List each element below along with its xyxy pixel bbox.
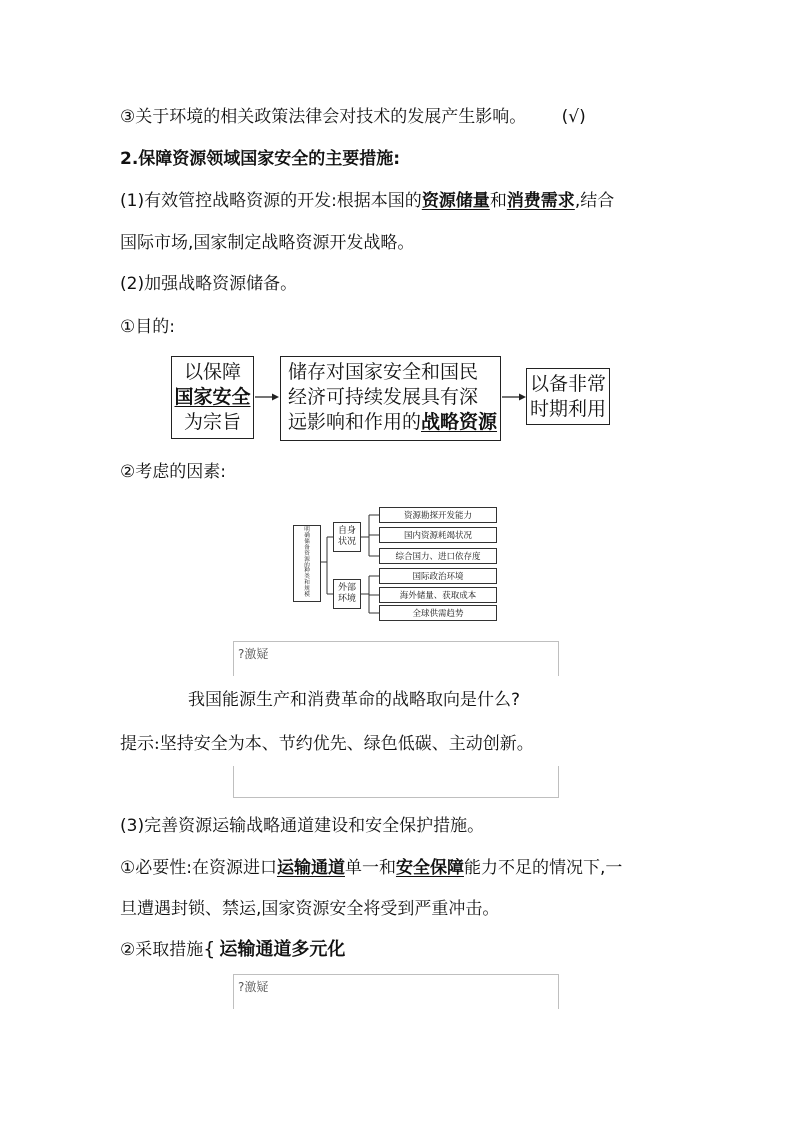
tree-node-external-l1: 外部 bbox=[337, 582, 356, 593]
necessity-line bbox=[120, 857, 622, 879]
tree-root-text bbox=[304, 528, 310, 599]
flow-box3-line1: 以备非常 bbox=[529, 373, 606, 395]
tree-root-char: 明 bbox=[304, 527, 310, 534]
tree-root-char: 确 bbox=[304, 532, 310, 539]
inquiry-hint: 提示:坚持安全为本、节约优先、绿色低碳、主动创新。 bbox=[120, 734, 534, 754]
flow-box2-line3-pre: 远影响和作用的 bbox=[288, 411, 422, 433]
section-heading: 2.保障资源领域国家安全的主要措施: bbox=[120, 149, 401, 169]
inquiry-label: ?激疑 bbox=[238, 647, 269, 661]
tree-node-external bbox=[333, 579, 361, 609]
p1-pre: (1)有效管控战略资源的开发:根据本国的 bbox=[120, 191, 422, 211]
necessity-post: 能力不足的情况下,一 bbox=[463, 858, 623, 878]
paragraph-1-cont: 国际市场,国家制定战略资源开发战略。 bbox=[120, 233, 415, 253]
tree-leaf: 综合国力、进口依存度 bbox=[379, 548, 497, 564]
statement-text: ③关于环境的相关政策法律会对技术的发展产生影响。 bbox=[120, 107, 527, 127]
tree-leaf: 海外储量、获取成本 bbox=[379, 587, 497, 603]
tree-root-char: 的 bbox=[304, 562, 310, 569]
necessity-cont: 旦遭遇封锁、禁运,国家资源安全将受到严重冲击。 bbox=[120, 899, 500, 919]
tree-leaf: 国际政治环境 bbox=[379, 568, 497, 584]
goal-label: ①目的: bbox=[120, 317, 175, 337]
flow-box1-line3: 为宗旨 bbox=[183, 411, 241, 433]
flow-box1-line2: 国家安全 bbox=[174, 386, 251, 408]
tree-root-char: 和 bbox=[304, 580, 310, 587]
flow-box2-line1: 储存对国家安全和国民 bbox=[288, 361, 479, 383]
underlined-term-reserves: 资源储量 bbox=[421, 191, 490, 211]
necessity-mid: 单一和 bbox=[344, 858, 396, 878]
tree-node-external-l2: 环境 bbox=[337, 594, 356, 604]
flow-box3-line2: 时期利用 bbox=[529, 398, 606, 420]
measures-label: ②采取措施 bbox=[120, 940, 204, 960]
measures-line bbox=[120, 938, 345, 961]
tree-root-char: 源 bbox=[304, 556, 310, 563]
tree-leaf: 全球供需趋势 bbox=[379, 605, 497, 621]
paragraph-3: (3)完善资源运输战略通道建设和安全保护措施。 bbox=[120, 816, 485, 836]
p1-mid: 和 bbox=[489, 191, 507, 211]
tree-root-char: 类 bbox=[304, 574, 310, 581]
tree-node-self-l1: 自身 bbox=[337, 525, 356, 536]
inquiry-frame-bottom bbox=[233, 766, 559, 798]
correct-mark: (√) bbox=[561, 107, 586, 127]
tree-root-char: 储 bbox=[304, 538, 310, 545]
tree-node-self-l2: 状况 bbox=[337, 537, 356, 547]
tree-leaf: 资源勘探开发能力 bbox=[379, 507, 497, 523]
flow-box2-line2: 经济可持续发展具有深 bbox=[288, 386, 479, 408]
flow-box2-strategic-resources: 战略资源 bbox=[421, 411, 498, 433]
inquiry-label-2: ?激疑 bbox=[238, 980, 269, 994]
inquiry-question: 我国能源生产和消费革命的战略取向是什么? bbox=[188, 690, 521, 710]
underlined-term-channel: 运输通道 bbox=[276, 858, 345, 878]
tree-leaf: 国内资源耗竭状况 bbox=[379, 527, 497, 543]
p1-post: ,结合 bbox=[574, 191, 615, 211]
flow-box1-line1: 以保障 bbox=[183, 361, 241, 383]
tree-root-char: 种 bbox=[304, 568, 310, 575]
necessity-pre: ①必要性:在资源进口 bbox=[120, 858, 277, 878]
paragraph-2: (2)加强战略资源储备。 bbox=[120, 274, 298, 294]
tree-root-char: 规 bbox=[304, 586, 310, 593]
underlined-term-security: 安全保障 bbox=[395, 858, 464, 878]
inquiry-frame-top bbox=[233, 641, 559, 676]
measures-item: 运输通道多元化 bbox=[219, 939, 346, 960]
tree-root-char: 资 bbox=[304, 550, 310, 557]
underlined-term-demand: 消费需求 bbox=[506, 191, 575, 211]
tree-root-char: 模 bbox=[304, 592, 310, 599]
inquiry-frame-top-2 bbox=[233, 974, 559, 1009]
tree-root bbox=[293, 525, 321, 602]
brace-icon: { bbox=[203, 938, 216, 960]
tree-root-char: 备 bbox=[304, 544, 310, 551]
tree-node-self bbox=[333, 522, 361, 552]
factors-label: ②考虑的因素: bbox=[120, 462, 226, 482]
